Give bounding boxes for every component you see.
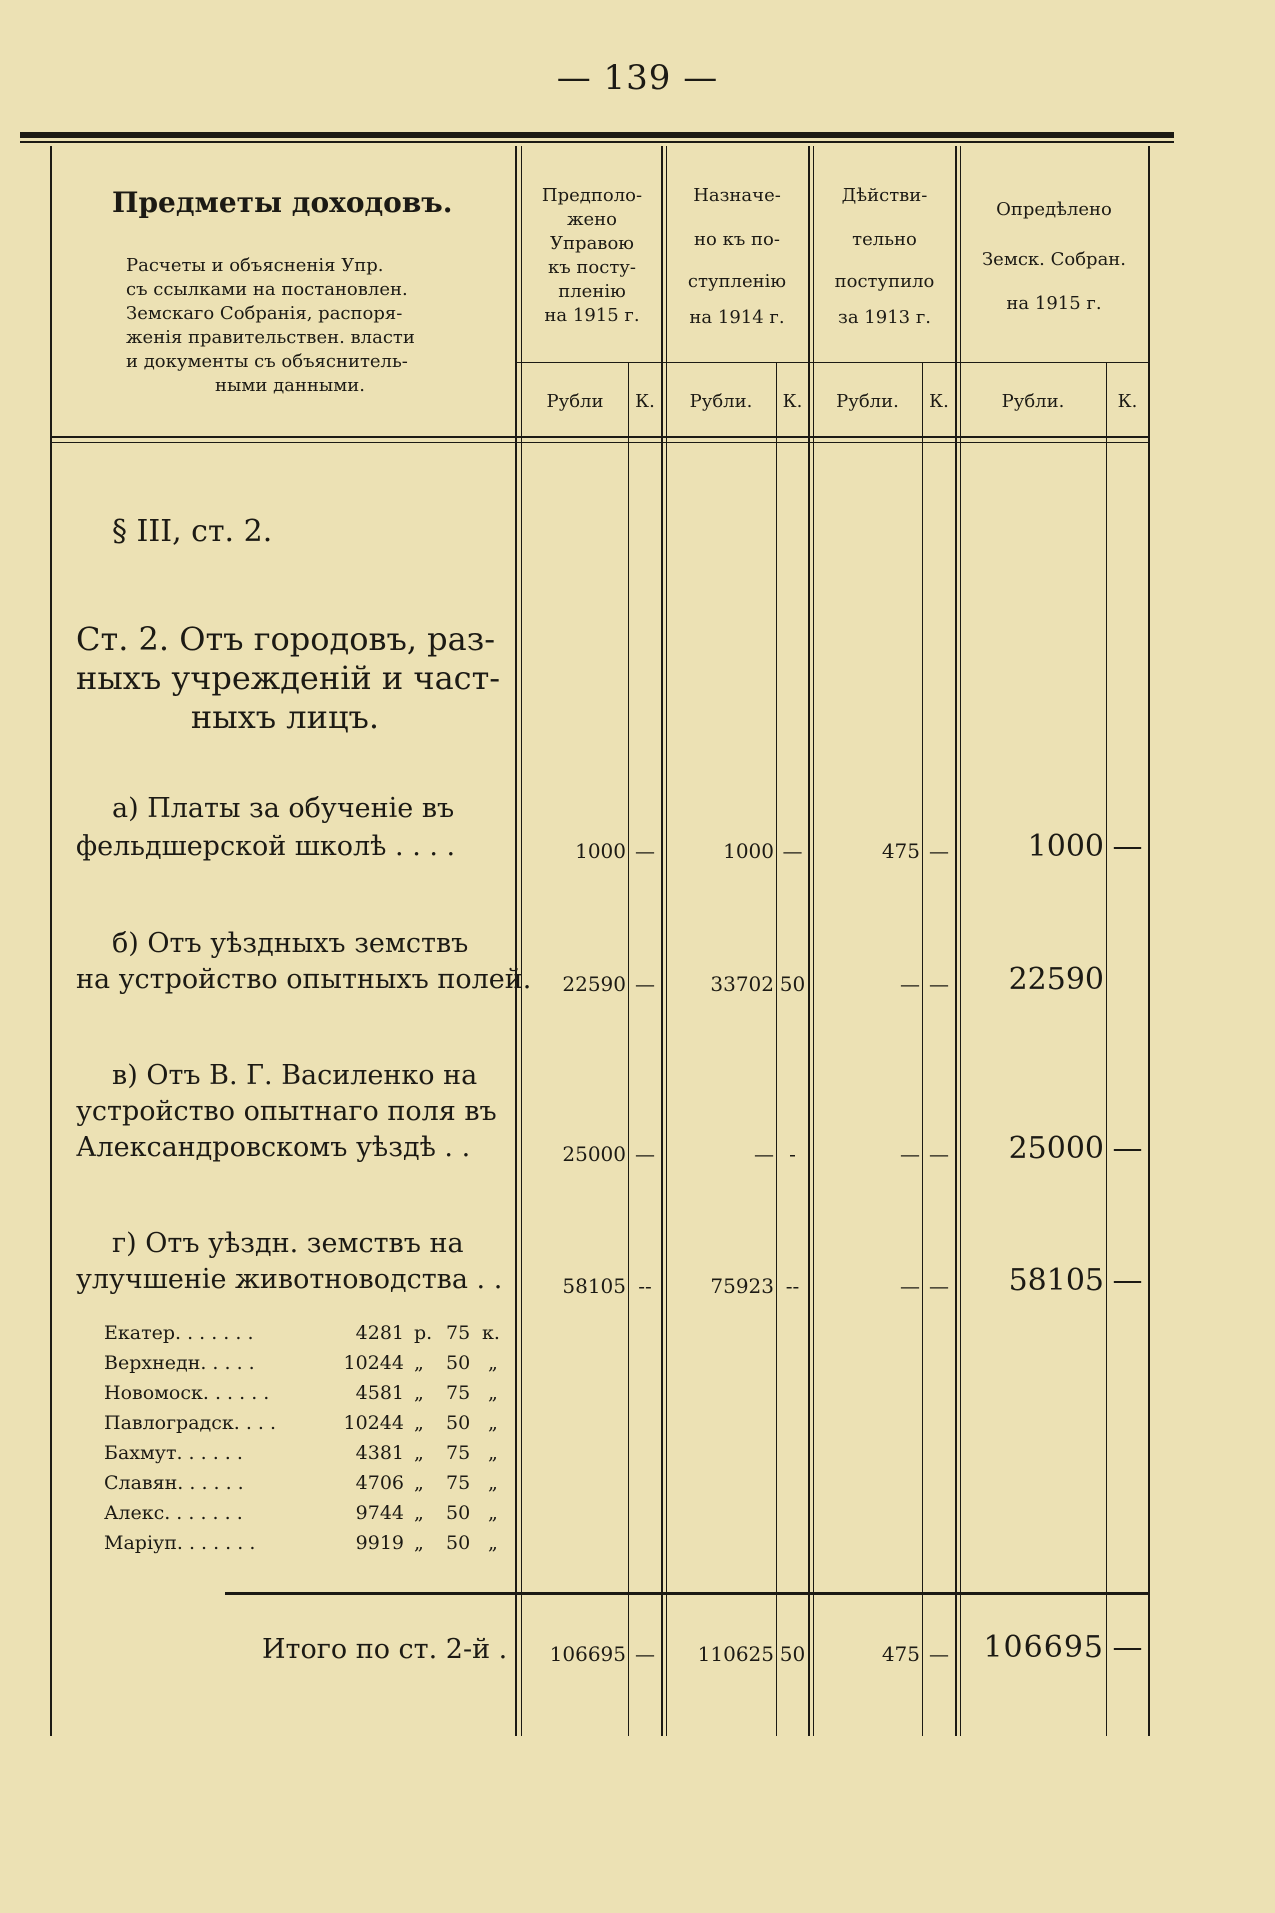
section-title: § III, ст. 2. [112, 514, 273, 549]
grid-line [1106, 362, 1107, 1736]
breakdown-amount: 9919 [355, 1532, 404, 1554]
col2-head-4: на 1914 г. [689, 307, 785, 328]
subjects-desc-2: съ ссылками на постановлен. [126, 279, 408, 300]
row-a-label-1: а) Платы за обученіе въ [112, 793, 455, 824]
row-b-c3-rub: — [900, 972, 920, 996]
breakdown-name: Маріуп. . . . . . . [104, 1532, 256, 1554]
grid-line [628, 362, 629, 1736]
total-c2-rub: 110625 [697, 1642, 774, 1666]
row-v-c1-kop: — [635, 1142, 655, 1166]
breakdown-kop: 75 [446, 1382, 471, 1404]
grid-line [808, 146, 810, 1736]
row-g-c1-rub: 58105 [562, 1274, 626, 1298]
breakdown-k: „ [488, 1412, 498, 1434]
row-b-c1-rub: 22590 [562, 972, 626, 996]
total-c4-rub: 106695 [983, 1630, 1104, 1665]
row-g-c3-rub: — [900, 1274, 920, 1298]
page-number: — 139 — [556, 58, 719, 98]
col1-head-2: жено [566, 209, 618, 230]
row-g-label-2: улучшеніе животноводства . . [76, 1264, 503, 1295]
row-b-label-1: б) Отъ уѣздныхъ земствъ [112, 928, 469, 959]
breakdown-name: Бахмут. . . . . . [104, 1442, 243, 1464]
breakdown-unit: „ [414, 1502, 424, 1524]
col4-head-2: Земск. Собран. [981, 249, 1127, 270]
row-a-c2-rub: 1000 [723, 839, 774, 863]
breakdown-name: Алекс. . . . . . . [104, 1502, 243, 1524]
top-rule [20, 132, 1174, 138]
col2-rub-head: Рубли. [689, 391, 753, 412]
col1-head-6: на 1915 г. [544, 305, 640, 326]
row-b-c2-rub: 33702 [710, 972, 774, 996]
col4-kop-head: К. [1117, 391, 1138, 412]
subjects-desc-1: Расчеты и объясненія Упр. [126, 255, 384, 276]
breakdown-unit: „ [414, 1382, 424, 1404]
breakdown-kop: 50 [446, 1352, 471, 1374]
breakdown-name: Екатер. . . . . . . [104, 1322, 254, 1344]
col4-rub-head: Рубли. [1001, 391, 1065, 412]
grid-line [813, 146, 814, 1736]
row-a-c4-kop: — [1112, 829, 1143, 864]
col4-head-1: Опредѣлено [996, 199, 1112, 220]
row-v-c3-rub: — [900, 1142, 920, 1166]
grid-line [661, 146, 663, 1736]
article-title-2: ныхъ учрежденій и част- [76, 659, 501, 697]
breakdown-unit: р. [414, 1322, 433, 1344]
breakdown-amount: 4706 [355, 1472, 404, 1494]
grid-line [776, 362, 777, 1736]
subjects-desc-3: Земскаго Собранія, распоря- [126, 303, 403, 324]
subjects-desc-4: женія правительствен. власти [126, 327, 415, 348]
breakdown-amount: 9744 [355, 1502, 404, 1524]
col3-head-4: за 1913 г. [838, 307, 931, 328]
row-a-c2-kop: — [782, 839, 803, 863]
row-g-label-1: г) Отъ уѣздн. земствъ на [112, 1228, 464, 1259]
grid-line [515, 146, 517, 1736]
breakdown-k: „ [488, 1532, 498, 1554]
col2-head-3: ступленію [687, 271, 787, 292]
subjects-title: Предметы доходовъ. [112, 186, 453, 219]
row-a-label-2: фельдшерской школѣ . . . . [76, 831, 456, 862]
col1-head-1: Предполо- [541, 185, 643, 206]
row-v-label-3: Александровскомъ уѣздѣ . . [76, 1132, 471, 1163]
breakdown-amount: 4581 [355, 1382, 404, 1404]
subjects-desc-5: и документы съ объяснитель- [126, 351, 408, 372]
col3-head-3: поступило [834, 271, 935, 292]
col1-rub-head: Рубли [546, 391, 604, 412]
breakdown-kop: 75 [446, 1322, 471, 1344]
row-g-c4-kop: — [1112, 1263, 1143, 1298]
row-b-c2-kop: 50 [779, 972, 806, 996]
row-v-c2-rub: — [754, 1142, 774, 1166]
row-v-label-1: в) Отъ В. Г. Василенко на [112, 1060, 478, 1091]
row-v-c2-kop: - [789, 1142, 796, 1166]
breakdown-name: Новомоск. . . . . . [104, 1382, 270, 1404]
row-g-c4-rub: 58105 [1008, 1263, 1104, 1298]
row-b-c1-kop: — [635, 972, 655, 996]
breakdown-k: „ [488, 1472, 498, 1494]
row-g-c2-kop: -- [785, 1274, 800, 1298]
grid-line [960, 146, 961, 1736]
header-sub-rule [516, 362, 1148, 363]
article-title-1: Ст. 2. Отъ городовъ, раз- [76, 620, 495, 658]
grid-line [955, 146, 957, 1736]
breakdown-unit: „ [414, 1472, 424, 1494]
breakdown-unit: „ [414, 1412, 424, 1434]
row-b-c3-kop: — [929, 972, 949, 996]
grid-line [1148, 146, 1150, 1736]
grid-line [50, 146, 52, 1736]
breakdown-k: „ [488, 1382, 498, 1404]
breakdown-amount: 10244 [343, 1412, 404, 1434]
row-a-c3-kop: — [929, 839, 949, 863]
total-c4-kop: — [1112, 1630, 1143, 1665]
breakdown-unit: „ [414, 1352, 424, 1374]
total-c2-kop: 50 [779, 1642, 806, 1666]
row-v-label-2: устройство опытнаго поля въ [76, 1096, 497, 1127]
total-c3-rub: 475 [881, 1642, 920, 1666]
breakdown-kop: 50 [446, 1532, 471, 1554]
row-g-c3-kop: — [929, 1274, 949, 1298]
row-g-c1-kop: -- [638, 1274, 652, 1298]
breakdown-amount: 10244 [343, 1352, 404, 1374]
row-v-c4-kop: — [1112, 1131, 1143, 1166]
breakdown-name: Павлоградск. . . . [104, 1412, 277, 1434]
total-c1-kop: — [635, 1642, 655, 1666]
row-v-c1-rub: 25000 [562, 1142, 626, 1166]
col1-head-4: къ посту- [548, 257, 636, 278]
row-a-c1-kop: — [635, 839, 655, 863]
row-a-c1-rub: 1000 [575, 839, 626, 863]
breakdown-kop: 50 [446, 1502, 471, 1524]
col2-head-1: Назначе- [693, 185, 781, 206]
breakdown-kop: 75 [446, 1442, 471, 1464]
row-b-label-2: на устройство опытныхъ полей. [76, 964, 532, 995]
col3-head-2: тельно [852, 229, 917, 250]
breakdown-name: Верхнедн. . . . . [104, 1352, 255, 1374]
breakdown-unit: „ [414, 1442, 424, 1464]
breakdown-unit: „ [414, 1532, 424, 1554]
breakdown-kop: 50 [446, 1412, 471, 1434]
row-v-c4-rub: 25000 [1008, 1131, 1104, 1166]
col2-kop-head: К. [782, 391, 803, 412]
breakdown-kop: 75 [446, 1472, 471, 1494]
breakdown-amount: 4381 [355, 1442, 404, 1464]
breakdown-k: „ [488, 1352, 498, 1374]
total-rule [225, 1592, 1148, 1595]
row-v-c3-kop: — [929, 1142, 949, 1166]
col1-head-5: пленію [558, 281, 626, 302]
grid-line [521, 146, 522, 1736]
breakdown-amount: 4281 [355, 1322, 404, 1344]
breakdown-name: Славян. . . . . . [104, 1472, 244, 1494]
col3-kop-head: К. [929, 391, 949, 412]
grid-line [922, 362, 923, 1736]
grid-line [666, 146, 667, 1736]
total-label: Итого по ст. 2-й . [262, 1634, 508, 1665]
breakdown-k: „ [488, 1442, 498, 1464]
col4-head-3: на 1915 г. [1006, 293, 1102, 314]
row-a-c3-rub: 475 [881, 839, 920, 863]
row-g-c2-rub: 75923 [710, 1274, 774, 1298]
header-bottom-rule [50, 436, 1148, 438]
breakdown-k: „ [488, 1502, 498, 1524]
article-title-3: ныхъ лицъ. [190, 698, 380, 736]
col1-kop-head: К. [635, 391, 655, 412]
total-c1-rub: 106695 [549, 1642, 626, 1666]
total-c3-kop: — [929, 1642, 949, 1666]
col1-head-3: Управою [550, 233, 634, 254]
col3-rub-head: Рубли. [836, 391, 899, 412]
subjects-desc-6: ными данными. [215, 375, 365, 396]
col3-head-1: Дѣйстви- [841, 185, 928, 206]
breakdown-k: к. [482, 1322, 500, 1344]
top-rule-thin [20, 141, 1174, 143]
row-a-c4-rub: 1000 [1027, 829, 1104, 864]
header-bottom-rule-thin [50, 442, 1148, 443]
row-b-c4-rub: 22590 [1008, 962, 1104, 997]
col2-head-2: но къ по- [694, 229, 780, 250]
